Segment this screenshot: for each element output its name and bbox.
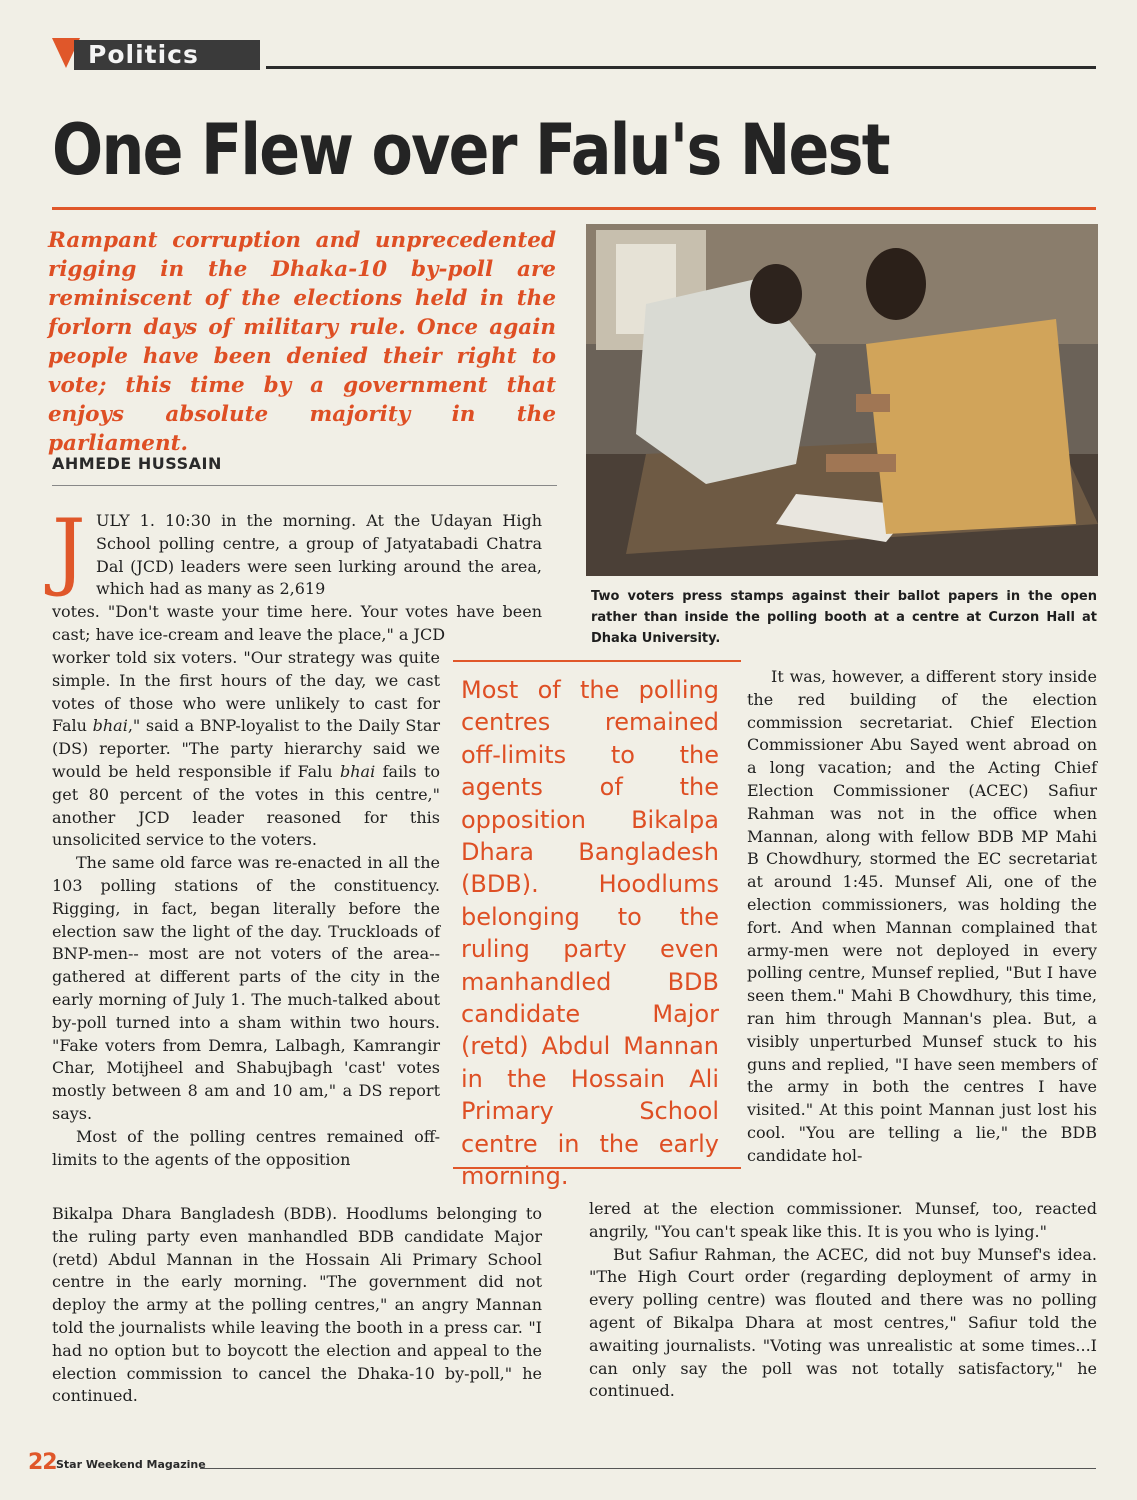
section-label: Politics: [74, 40, 260, 70]
pullquote-rule-top: [453, 660, 741, 662]
body-column-2-wide: [589, 1198, 1097, 1403]
pull-quote: Most of the polling centres remained off-limits to the agents of the opposition Bikalpa Dhara Bangladesh (BDB). Hoodlums belonging to the ruling party even manhandled BDB candidate Major (retd) Abdul Mannan in the Hossain Ali Primary School centre in the early morning.: [461, 676, 719, 1191]
body-paragraph: Bikalpa Dhara Bangladesh (BDB). Hoodlums belonging to the ruling party even manhandled BDB candidate Major (retd) Abdul Mannan in the Hossain Ali Primary School centre in the early morning. "The government did not deploy the army at the polling centres," an angry Mannan told the journalists while leaving the booth in a press car. "I had no option but to boycott the election and appeal to the election commission to cancel the Dhaka-10 by-poll," he continued.: [52, 1204, 542, 1406]
drop-cap: J: [52, 501, 86, 599]
body-paragraph: Most of the polling centres remained off-limits to the agents of the opposition: [52, 1126, 440, 1169]
lead-text: ULY 1. 10:30 in the morning. At the Udayan High School polling centre, a group of Jatyatabadi Chatra Dal (JCD) leaders were seen lurking around the area, which had as many as 2,619: [96, 511, 542, 599]
headline-rule: [52, 207, 1096, 210]
pullquote-rule-bottom: [453, 1167, 741, 1169]
body-paragraph: The same old farce was re-enacted in all the 103 polling stations of the constituency. Rigging, in fact, began literally before the election saw the light of the day. Truckloads of BNP-men-- most are not voters of the area-- gathered at different parts of the city in the early morning of July 1. The much-talked about by-poll turned into a sham within two hours. "Fake voters from Demra, Lalbagh, Kamrangir Char, Motijheel and Shabujbagh 'cast' votes mostly between 8 am and 10 am," a DS report says.: [52, 853, 440, 1123]
page-number: 22: [28, 1450, 57, 1475]
body-paragraph: It was, however, a different story inside the red building of the election commission secretariat. Chief Election Commissioner Abu Sayed went abroad on a long vacation; and the Acting Chief Election Commissioner (ACEC) Safiur Rahman was not in the office when Mannan, along with fellow BDB MP Mahi B Chowdhury, stormed the EC secretariat at around 1:45. Munsef Ali, one of the election commissioners, was holding the fort. And when Mannan complained that army-men were not deployed in every polling centre, Munsef replied, "But I have seen them." Mahi B Chowdhury, this time, ran him through Mannan's plea. But, a visibly unperturbed Munsef stuck to his guns and replied, "I have seen members of the army in both the centres I have visited." At this point Mannan just lost his cool. "You are telling a lie," the BDB candidate hol-: [747, 667, 1097, 1165]
lead-paragraph: [52, 501, 542, 602]
photo-caption: Two voters press stamps against their ballot papers in the open rather than inside the polling booth at a centre at Curzon Hall at Dhaka University.: [591, 589, 1097, 646]
lead-continuation: votes. "Don't waste your time here. Your votes have been cast; have ice-cream and leave the place," a JCD: [52, 602, 542, 644]
publication-name: Star Weekend Magazine: [56, 1458, 206, 1471]
byline: AHMEDE HUSSAIN: [52, 454, 222, 473]
headline: One Flew over Falu's Nest: [52, 109, 889, 191]
body-column-1: [52, 647, 440, 1171]
article-photo: [586, 224, 1098, 576]
section-rule: [266, 66, 1096, 69]
footer-rule: [200, 1468, 1096, 1469]
body-paragraph: worker told six voters. "Our strategy was quite simple. In the first hours of the day, we cast votes of those who were unlikely to cast for Falu bhai," said a BNP-loyalist to the Daily Star (DS) reporter. "The party hierarchy said we would be held responsible if Falu bhai fails to get 80 percent of the votes in this centre," another JCD leader reasoned for this unsolicited service to the voters.: [52, 648, 441, 850]
body-paragraph: But Safiur Rahman, the ACEC, did not buy Munsef's idea. "The High Court order (regarding deployment of army in every polling centre) was flouted and there was no polling agent of Bikalpa Dhara at most centres," Safiur told the awaiting journalists. "Voting was unrealistic at some times...I can only say the poll was not totally satisfactory," he continued.: [589, 1244, 1097, 1401]
body-column-2: [747, 666, 1097, 1168]
body-paragraph: lered at the election commissioner. Munsef, too, reacted angrily, "You can't speak like this. It is you who is lying.": [589, 1199, 1097, 1241]
byline-rule: [52, 485, 557, 486]
intro-deck: Rampant corruption and unprecedented rigging in the Dhaka-10 by-poll are reminiscent of the elections held in the forlorn days of military rule. Once again people have been denied their right to vote; this time by a government that enjoys absolute majority in the parliament.: [48, 228, 556, 456]
